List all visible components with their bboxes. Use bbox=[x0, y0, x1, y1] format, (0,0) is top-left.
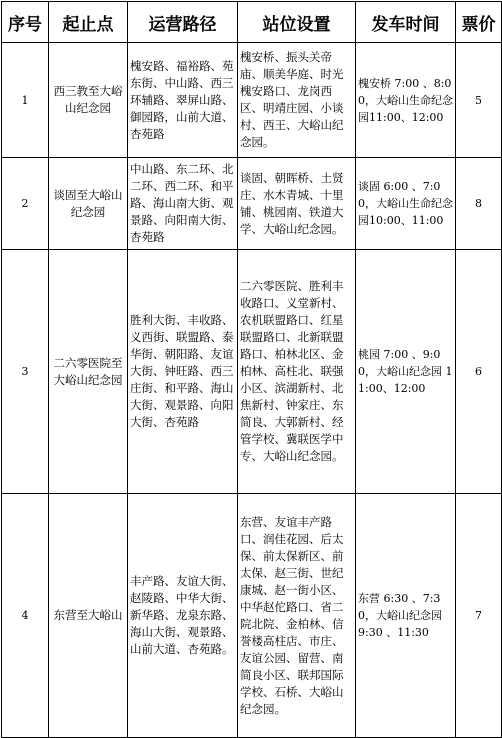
departure-time: 谈固 6:00 、7:00，大峪山生命纪念园10:00、11:00 bbox=[356, 158, 456, 250]
table-row bbox=[2, 494, 502, 738]
fare: 5 bbox=[456, 43, 502, 158]
stop-list: 槐安桥、振头关帝庙、顺美华庭、时光槐安路口、龙岗西区、明靖庄园、小谈村、西王、大峪山纪念园。 bbox=[238, 43, 356, 158]
row-number: 2 bbox=[2, 158, 49, 250]
header-no: 序号 bbox=[2, 2, 49, 43]
route-path: 丰产路、友谊大街、赵陵路、中华大街、新华路、龙泉东路、海山大街、观景路、山前大道、杏苑路。 bbox=[128, 494, 238, 738]
stop-list: 谈固、朝晖桥、土贤庄、水木青城、十里铺、桃园南、铁道大学、大峪山纪念园。 bbox=[238, 158, 356, 250]
departure-time: 东营 6:30 、7:30，大峪山纪念园 9:30 、11:30 bbox=[356, 494, 456, 738]
route-path: 槐安路、福裕路、苑东街、中山路、西三环辅路、翠屏山路、御园路，山前大道、杏苑路 bbox=[128, 43, 238, 158]
route-path: 胜利大街、丰收路、义西街、联盟路、泰华街、朝阳路、友谊大街、钟旺路、西三庄街、和平路、海山大街、观景路、向阳大街、杏苑路 bbox=[128, 250, 238, 494]
origin-destination: 谈固至大峪山纪念园 bbox=[49, 158, 128, 250]
departure-time: 槐安桥 7:00 、8:00，大峪山生命纪念园11:00、12:00 bbox=[356, 43, 456, 158]
header-origin-destination: 起止点 bbox=[49, 2, 128, 43]
fare: 7 bbox=[456, 494, 502, 738]
stop-list: 东营、友谊丰产路口、润佳花园、后太保、前太保新区、前太保、赵三街、世纪康城、赵一街小区、中华赵佗路口、省二院北院、金柏林、信誉楼高柱店、市庄、友谊公园、留营、南简良小区、联邦国际学校、石桥、大峪山纪念园。 bbox=[238, 494, 356, 738]
table-row bbox=[2, 158, 502, 250]
header-row bbox=[2, 2, 502, 43]
departure-time: 桃园 7:00 、9:00，大峪山纪念园 11:00、12:00 bbox=[356, 250, 456, 494]
header-departure-time: 发车时间 bbox=[356, 2, 456, 43]
origin-destination: 二六零医院至大峪山纪念园 bbox=[49, 250, 128, 494]
row-number: 1 bbox=[2, 43, 49, 158]
row-number: 4 bbox=[2, 494, 49, 738]
table-row bbox=[2, 250, 502, 494]
route-path: 中山路、东二环、北二环、西二环、和平路、海山南大街、观景路、向阳南大街、杏苑路 bbox=[128, 158, 238, 250]
header-stops: 站位设置 bbox=[238, 2, 356, 43]
row-number: 3 bbox=[2, 250, 49, 494]
header-fare: 票价 bbox=[456, 2, 502, 43]
origin-destination: 西三教至大峪山纪念园 bbox=[49, 43, 128, 158]
header-route-path: 运营路径 bbox=[128, 2, 238, 43]
bus-route-table bbox=[1, 1, 502, 738]
fare: 6 bbox=[456, 250, 502, 494]
table-row bbox=[2, 43, 502, 158]
origin-destination: 东营至大峪山 bbox=[49, 494, 128, 738]
stop-list: 二六零医院、胜利丰收路口、义堂新村、农机联盟路口、红星联盟路口、北新联盟路口、柏林北区、金柏林、高柱北、联强小区、滨湖新村、北焦新村、钟家庄、东简良、大郭新村、经管学校、冀联医学中专、大峪山纪念园。 bbox=[238, 250, 356, 494]
fare: 8 bbox=[456, 158, 502, 250]
